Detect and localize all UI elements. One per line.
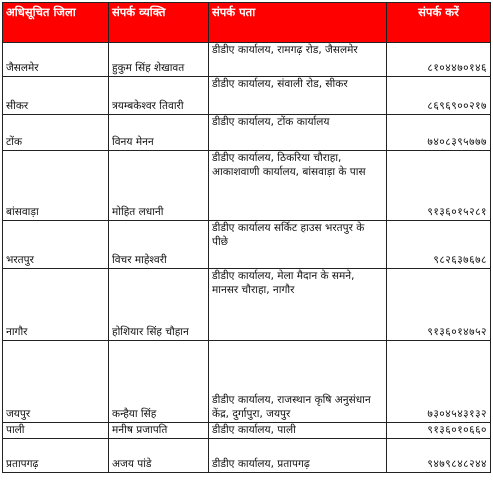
phone-cell: ९१३६०१०६६० [387, 423, 491, 439]
table-row [3, 221, 491, 269]
person-cell: अजय पांडे [109, 439, 209, 473]
header-phone: संपर्क करें [387, 3, 491, 43]
phone-cell: ९१३६०१४७५२ [387, 269, 491, 341]
header-row [3, 3, 491, 43]
address-cell: डीडीए कार्यालय, रामगढ़ रोड, जैसलमेर [209, 43, 387, 77]
phone-cell: ९४७९८४८२४४ [387, 439, 491, 473]
address-cell: डीडीए कार्यालय, राजस्थान कृषि अनुसंधान केंद्र, दुर्गापुरा, जयपुर [209, 341, 387, 423]
phone-cell: ९८२६३७६७८ [387, 221, 491, 269]
person-cell: हुकुम सिंह शेखावत [109, 43, 209, 77]
district-cell: टोंक [3, 115, 109, 151]
header-person: संपर्क व्यक्ति [109, 3, 209, 43]
header-address: संपर्क पता [209, 3, 387, 43]
header-district: अधिसूचित जिला [3, 3, 109, 43]
contacts-table [2, 2, 491, 473]
address-cell: डीडीए कार्यालय, मेला मैदान के समने, मानसर चौराहा, नागौर [209, 269, 387, 341]
table-row [3, 77, 491, 115]
phone-cell: ९१३६०१५२८१ [387, 151, 491, 221]
person-cell: त्रयम्बकेश्वर तिवारी [109, 77, 209, 115]
person-cell: विचर माहेश्वरी [109, 221, 209, 269]
district-cell: भरतपुर [3, 221, 109, 269]
district-cell: नागौर [3, 269, 109, 341]
person-cell: विनय मेनन [109, 115, 209, 151]
person-cell: मनीष प्रजापति [109, 423, 209, 439]
district-cell: जैसलमेर [3, 43, 109, 77]
district-cell: बांसवाड़ा [3, 151, 109, 221]
district-cell: जयपुर [3, 341, 109, 423]
district-cell: पाली [3, 423, 109, 439]
person-cell: होशियार सिंह चौहान [109, 269, 209, 341]
district-cell: सीकर [3, 77, 109, 115]
address-cell: डीडीए कार्यालय, संवाली रोड, सीकर [209, 77, 387, 115]
district-cell: प्रतापगढ़ [3, 439, 109, 473]
table-row [3, 341, 491, 423]
table-row [3, 423, 491, 439]
phone-cell: ८६९६९००२१७ [387, 77, 491, 115]
address-cell: डीडीए कार्यालय, टोंक कार्यालय [209, 115, 387, 151]
table-row [3, 269, 491, 341]
table-row [3, 115, 491, 151]
table-row [3, 439, 491, 473]
address-cell: डीडीए कार्यालय सर्किट हाउस भरतपुर के पीछे [209, 221, 387, 269]
address-cell: डीडीए कार्यालय, ठिकरिया चौराहा, आकाशवाणी कार्यालय, बांसवाड़ा के पास [209, 151, 387, 221]
address-cell: डीडीए कार्यालय, प्रतापगढ़ [209, 439, 387, 473]
table-row [3, 43, 491, 77]
phone-cell: ८१०४४७०१४६ [387, 43, 491, 77]
phone-cell: ७३०४५४३१३२ [387, 341, 491, 423]
address-cell: डीडीए कार्यालय, पाली [209, 423, 387, 439]
person-cell: मोहित लधानी [109, 151, 209, 221]
table-row [3, 151, 491, 221]
person-cell: कन्हैया सिंह [109, 341, 209, 423]
phone-cell: ७४०८३९५७७७ [387, 115, 491, 151]
